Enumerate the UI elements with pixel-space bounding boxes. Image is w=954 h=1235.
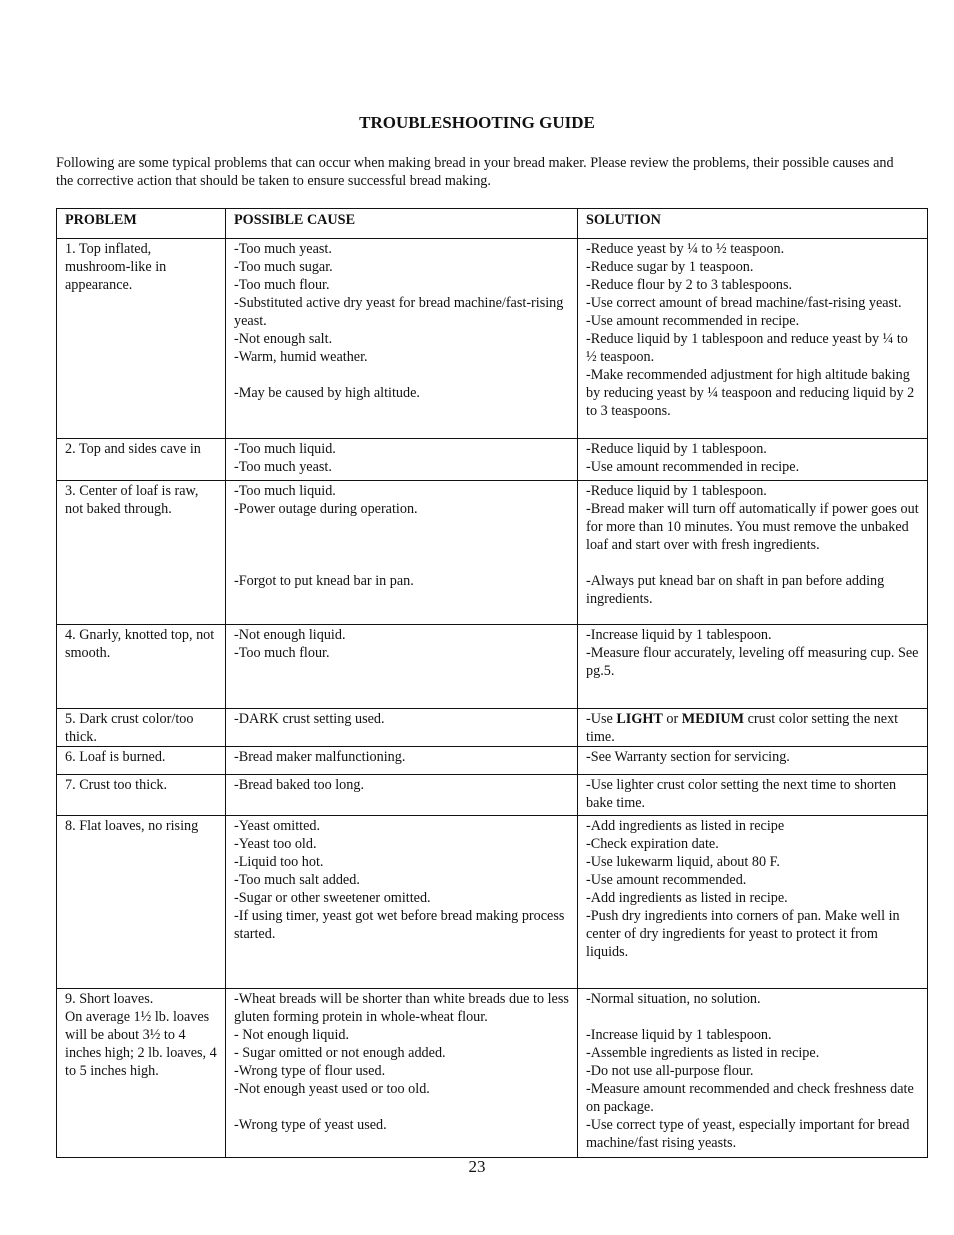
header-solution: SOLUTION [578,209,928,239]
solution-line: -Normal situation, no solution. [586,991,761,1007]
problem-text: 3. Center of loaf is raw, not baked through. [65,483,199,517]
problem-text: 7. Crust too thick. [65,777,168,793]
solution-line: -Assemble ingredients as listed in recipe. [586,1045,820,1061]
cause-line: -Not enough salt. [234,331,333,347]
cause-line: -Not enough liquid. [234,627,346,643]
problem-cell [57,239,226,439]
table-row [57,709,928,747]
solution-text: -Use [586,711,617,727]
table-row [57,239,928,439]
problem-cell [57,625,226,709]
solution-line: -Reduce liquid by 1 tablespoon. [586,483,767,499]
solution-line [586,1008,921,1026]
possible-cause-cell [226,816,578,989]
problem-text: 4. Gnarly, knotted top, not smooth. [65,627,215,661]
header-problem: PROBLEM [57,209,226,239]
problem-text: 1. Top inflated, mushroom-like in appearance. [65,241,167,293]
solution-line: -Check expiration date. [586,836,719,852]
table-row [57,439,928,481]
solution-line: -Do not use all-purpose flour. [586,1063,754,1079]
page-number: 23 [468,1157,486,1176]
cause-line: -Sugar or other sweetener omitted. [234,890,431,906]
header-possible-cause: POSSIBLE CAUSE [226,209,578,239]
possible-cause-cell [226,989,578,1158]
cause-line: -Substituted active dry yeast for bread machine/fast-rising yeast. [234,295,564,329]
cause-line [234,366,571,384]
solution-line: -See Warranty section for servicing. [586,749,790,765]
possible-cause-cell [226,747,578,775]
cause-line: -Wheat breads will be shorter than white breads due to less gluten forming protein in whole-wheat flour. [234,991,569,1025]
solution-line: -Always put knead bar on shaft in pan before adding ingredients. [586,573,885,607]
problem-cell [57,439,226,481]
problem-cell [57,775,226,816]
solution-line [586,710,921,746]
solution-line: -Use correct type of yeast, especially important for bread machine/fast rising yeasts. [586,1117,910,1151]
cause-line: -Wrong type of flour used. [234,1063,386,1079]
setting-name: LIGHT [616,711,663,727]
solution-line: -Use amount recommended. [586,872,747,888]
solution-line: -Add ingredients as listed in recipe [586,818,785,834]
problem-cell [57,747,226,775]
solution-cell [578,625,928,709]
solution-line [586,554,921,572]
cause-line [234,554,571,572]
problem-text: 2. Top and sides cave in [65,441,201,457]
cause-line: -Too much salt added. [234,872,360,888]
table-row [57,625,928,709]
problem-text: 9. Short loaves. [65,991,154,1007]
cause-line: -DARK crust setting used. [234,711,385,727]
possible-cause-cell [226,439,578,481]
setting-name: MEDIUM [681,711,745,727]
cause-line: -Liquid too hot. [234,854,324,870]
table-row [57,747,928,775]
cause-line: -Warm, humid weather. [234,349,368,365]
solution-cell [578,775,928,816]
intro-paragraph: Following are some typical problems that can occur when making bread in your bread maker. Please review the problems, their possible causes and the corrective action that should be taken to ensure successful bread making. [56,155,894,189]
solution-cell [578,816,928,989]
cause-line: -Too much liquid. [234,441,336,457]
cause-line: -Wrong type of yeast used. [234,1117,387,1133]
solution-line: -Push dry ingredients into corners of pan. Make well in center of dry ingredients for yeast to protect it from liquids. [586,908,900,960]
possible-cause-cell [226,239,578,439]
possible-cause-cell [226,709,578,747]
table-header-row [57,209,928,239]
cause-line: -Forgot to put knead bar in pan. [234,573,414,589]
cause-line: -Yeast too old. [234,836,317,852]
possible-cause-cell [226,481,578,625]
solution-line: -Use correct amount of bread machine/fast-rising yeast. [586,295,902,311]
cause-line: -Too much yeast. [234,459,332,475]
solution-text: crust color setting the next time. [586,711,899,745]
cause-line [234,1098,571,1116]
solution-cell [578,481,928,625]
table-row [57,816,928,989]
problem-text: On average 1½ lb. loaves will be about 3½ to 4 inches high; 2 lb. loaves, 4 to 5 inches high. [65,1009,217,1079]
table-row [57,989,928,1158]
problem-cell [57,481,226,625]
cause-line: -Too much sugar. [234,259,333,275]
solution-cell [578,747,928,775]
troubleshooting-table [56,208,928,1158]
cause-line: -Too much flour. [234,645,330,661]
cause-line: -Too much flour. [234,277,330,293]
solution-line: -Add ingredients as listed in recipe. [586,890,788,906]
possible-cause-cell [226,625,578,709]
solution-line: -Increase liquid by 1 tablespoon. [586,627,772,643]
solution-line: -Use lighter crust color setting the next time to shorten bake time. [586,777,897,811]
cause-line: -May be caused by high altitude. [234,385,420,401]
cause-line: -Not enough yeast used or too old. [234,1081,430,1097]
cause-line: -If using timer, yeast got wet before bread making process started. [234,908,565,942]
table-row [57,775,928,816]
problem-cell [57,989,226,1158]
problem-text: 8. Flat loaves, no rising [65,818,199,834]
cause-line [234,536,571,554]
solution-line: -Use lukewarm liquid, about 80 F. [586,854,780,870]
possible-cause-cell [226,775,578,816]
problem-text: 5. Dark crust color/too thick. [65,711,194,745]
solution-line: -Make recommended adjustment for high altitude baking by reducing yeast by ¼ teaspoon and reducing liquid by 2 to 3 teaspoons. [586,367,915,419]
solution-cell [578,239,928,439]
problem-cell [57,709,226,747]
solution-line: -Reduce liquid by 1 tablespoon. [586,441,767,457]
cause-line: - Not enough liquid. [234,1027,350,1043]
cause-line: -Bread baked too long. [234,777,365,793]
page-title: TROUBLESHOOTING GUIDE [359,113,595,132]
cause-line: -Power outage during operation. [234,501,418,517]
solution-line: -Measure flour accurately, leveling off measuring cup. See pg.5. [586,645,919,679]
solution-cell [578,989,928,1158]
cause-line: - Sugar omitted or not enough added. [234,1045,446,1061]
solution-cell [578,439,928,481]
solution-text: or [662,711,682,727]
solution-line: -Measure amount recommended and check freshness date on package. [586,1081,914,1115]
solution-line: -Increase liquid by 1 tablespoon. [586,1027,772,1043]
solution-line: -Use amount recommended in recipe. [586,459,800,475]
solution-line: -Bread maker will turn off automatically if power goes out for more than 10 minutes. You must remove the unbaked loaf and start over with fresh ingredients. [586,501,919,553]
solution-line: -Use amount recommended in recipe. [586,313,800,329]
table-row [57,481,928,625]
solution-line: -Reduce liquid by 1 tablespoon and reduce yeast by ¼ to ½ teaspoon. [586,331,908,365]
cause-line [234,518,571,536]
cause-line: -Too much yeast. [234,241,332,257]
cause-line: -Yeast omitted. [234,818,321,834]
problem-cell [57,816,226,989]
solution-line: -Reduce flour by 2 to 3 tablespoons. [586,277,793,293]
cause-line: -Too much liquid. [234,483,336,499]
cause-line: -Bread maker malfunctioning. [234,749,406,765]
problem-text: 6. Loaf is burned. [65,749,166,765]
solution-line: -Reduce yeast by ¼ to ½ teaspoon. [586,241,785,257]
solution-cell [578,709,928,747]
solution-line: -Reduce sugar by 1 teaspoon. [586,259,754,275]
